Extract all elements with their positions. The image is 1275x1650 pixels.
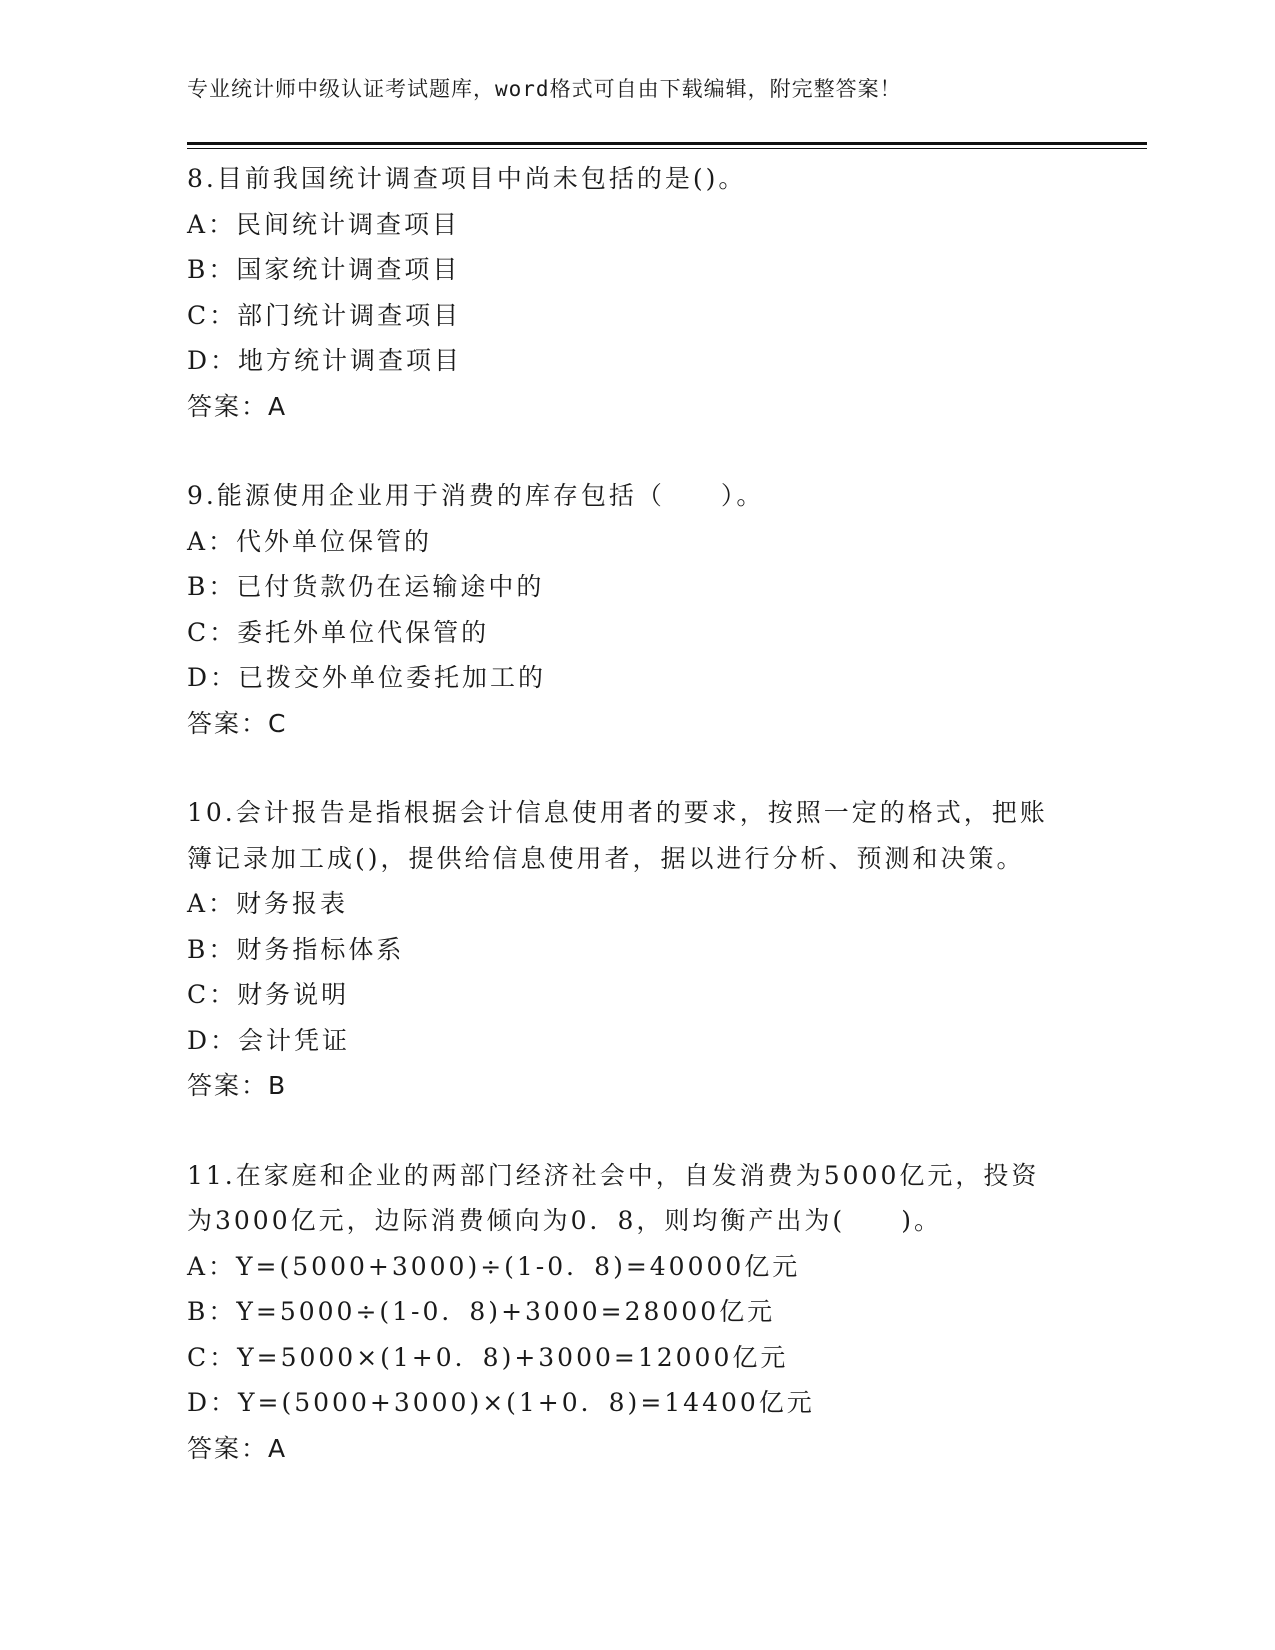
option-d: D：已拨交外单位委托加工的 (187, 663, 547, 692)
option-b: B：Y=5000÷(1-0．8)+3000=28000亿元 (187, 1297, 776, 1326)
answer-line: 答案：A (187, 1433, 288, 1463)
option-c: C：Y=5000×(1+0．8)+3000=12000亿元 (187, 1342, 789, 1372)
question-list (187, 156, 1087, 1471)
option-c: C：财务说明 (187, 980, 350, 1009)
page-header: 专业统计师中级认证考试题库，word格式可自由下载编辑，附完整答案！ (187, 77, 902, 101)
answer-line: 答案：A (187, 391, 288, 421)
option-a: A：民间统计调查项目 (187, 209, 461, 239)
question-8 (187, 156, 1087, 429)
option-c: C：部门统计调查项目 (187, 300, 462, 330)
answer-line: 答案：C (187, 708, 288, 738)
option-b: B：国家统计调查项目 (187, 255, 461, 284)
answer-line: 答案：B (187, 1071, 288, 1100)
option-c: C：委托外单位代保管的 (187, 617, 490, 647)
option-d: D：会计凭证 (187, 1025, 351, 1055)
question-9 (187, 473, 1087, 746)
question-11 (187, 1153, 1087, 1472)
header-rule-thin (187, 148, 1147, 149)
option-d: D：地方统计调查项目 (187, 346, 463, 375)
question-stem-line-2: 为3000亿元，边际消费倾向为0．8，则均衡产出为( )。 (187, 1206, 942, 1235)
question-stem: 8.目前我国统计调查项目中尚未包括的是()。 (187, 164, 747, 193)
option-b: B：已付货款仍在运输途中的 (187, 572, 545, 601)
option-b: B：财务指标体系 (187, 934, 405, 964)
option-a: A：代外单位保管的 (187, 526, 433, 556)
option-a: A：Y=(5000+3000)÷(1-0．8)=40000亿元 (187, 1251, 801, 1281)
question-stem-line-1: 10.会计报告是指根据会计信息使用者的要求，按照一定的格式，把账 (187, 798, 1048, 827)
header-rule-thick (187, 142, 1147, 145)
question-stem: 9.能源使用企业用于消费的库存包括（ ）。 (187, 481, 765, 510)
question-stem-line-2: 簿记录加工成()，提供给信息使用者，据以进行分析、预测和决策。 (187, 843, 1025, 873)
option-d: D：Y=(5000+3000)×(1+0．8)=14400亿元 (187, 1388, 815, 1417)
question-10 (187, 790, 1087, 1109)
question-stem-line-1: 11.在家庭和企业的两部门经济社会中，自发消费为5000亿元，投资 (187, 1160, 1040, 1190)
option-a: A：财务报表 (187, 889, 349, 918)
